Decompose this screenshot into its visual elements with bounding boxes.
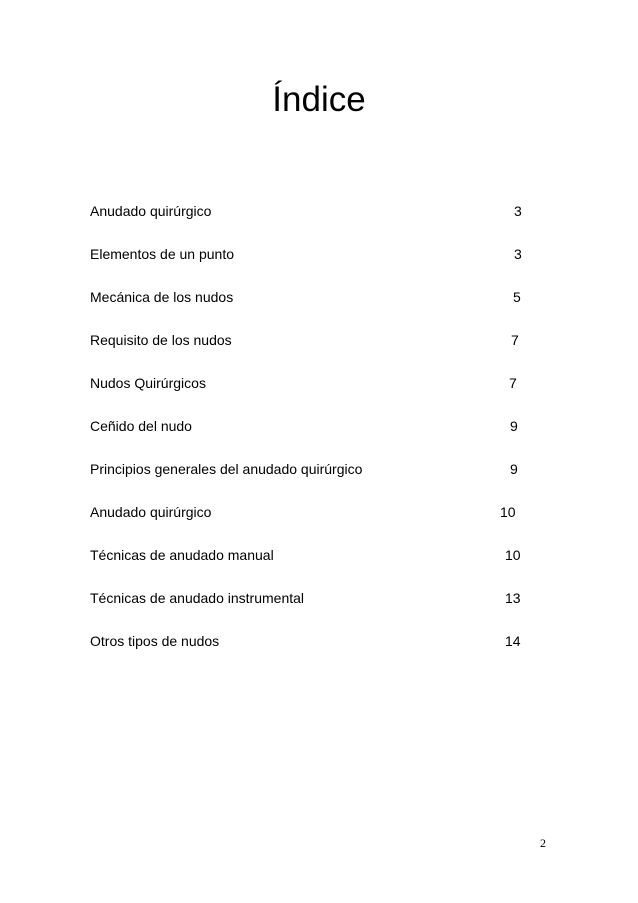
toc-entry-label: Mecánica de los nudos: [90, 289, 234, 305]
toc-entry-label: Técnicas de anudado manual: [90, 547, 274, 563]
toc-entry: [90, 286, 530, 308]
toc-entry-page: 7: [511, 332, 519, 348]
page-title: Índice: [272, 80, 366, 119]
toc-entry: [90, 458, 530, 480]
toc-entry-page: 9: [510, 461, 518, 477]
toc-entry: [90, 329, 530, 351]
toc-entry-page: 14: [505, 633, 521, 649]
toc-entry-label: Requisito de los nudos: [90, 332, 232, 348]
toc-entry-page: 10: [505, 547, 521, 563]
toc-entry: [90, 243, 530, 265]
toc-entry-page: 13: [505, 590, 521, 606]
toc-entry-page: 10: [500, 504, 516, 520]
toc-entry: [90, 200, 530, 222]
toc-entry: [90, 544, 530, 566]
toc-entry-label: Principios generales del anudado quirúrgico: [90, 461, 363, 477]
toc-entry: [90, 415, 530, 437]
toc-entry-label: Técnicas de anudado instrumental: [90, 590, 305, 606]
toc-entry-label: Ceñido del nudo: [90, 418, 192, 434]
toc-entry-label: Otros tipos de nudos: [90, 633, 220, 649]
toc-entry-page: 7: [509, 375, 517, 391]
toc-entry-label: Anudado quirúrgico: [90, 203, 212, 219]
toc-entry-page: 3: [514, 246, 522, 262]
toc-entry-page: 3: [514, 203, 522, 219]
toc-entry-label: Nudos Quirúrgicos: [90, 375, 206, 391]
toc-entry-page: 5: [513, 289, 521, 305]
toc-entry-page: 9: [510, 418, 518, 434]
toc-entry: [90, 587, 530, 609]
toc-entry-label: Anudado quirúrgico: [90, 504, 212, 520]
toc-entry: [90, 630, 530, 652]
toc-entry: [90, 501, 530, 523]
page-number: 2: [540, 836, 546, 850]
toc-entry: [90, 372, 530, 394]
toc-entry-label: Elementos de un punto: [90, 246, 234, 262]
